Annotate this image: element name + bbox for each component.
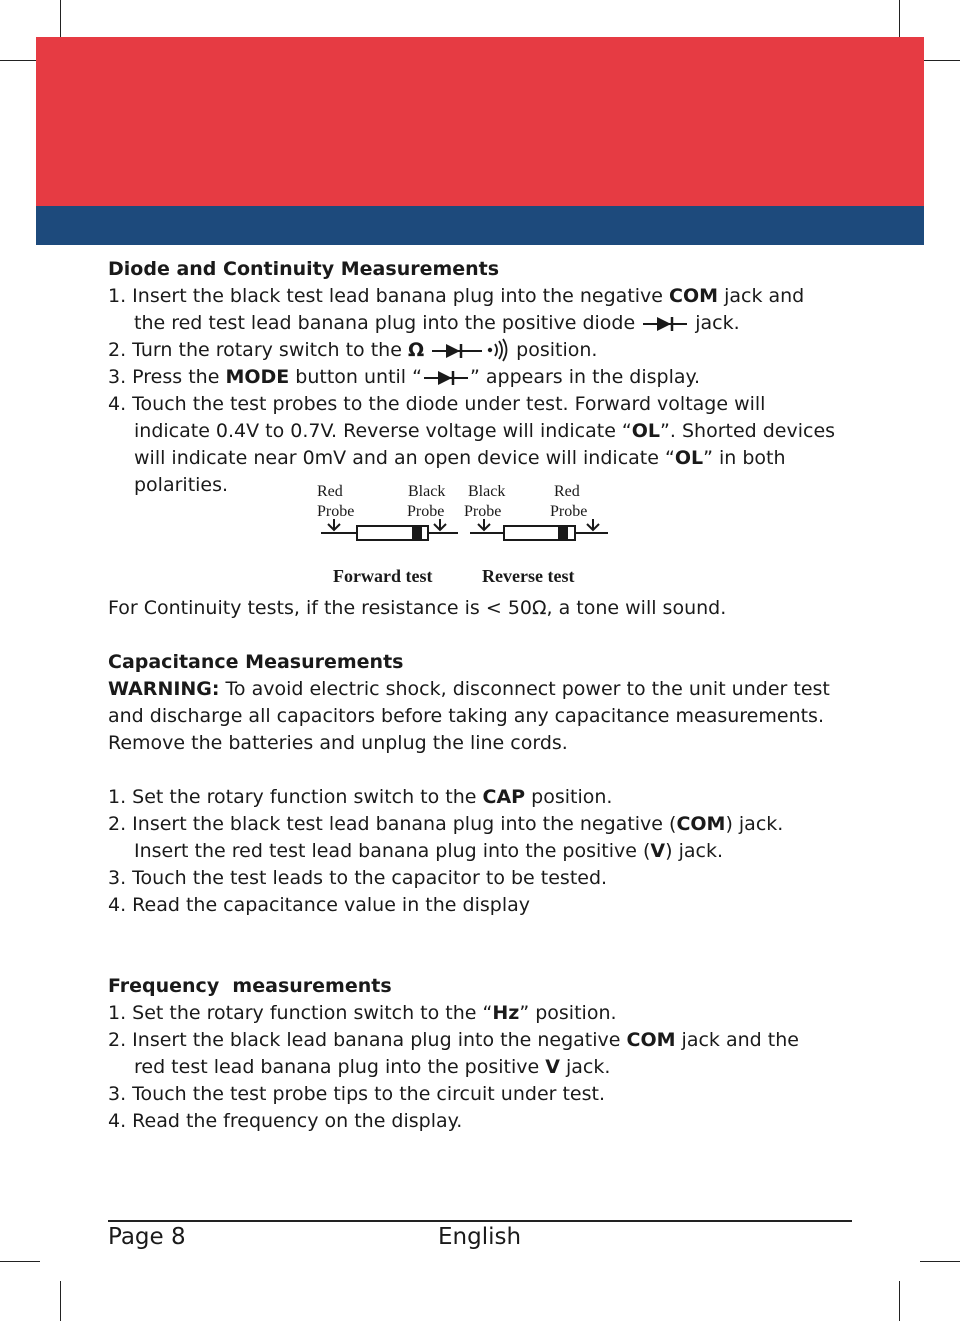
crop-mark <box>0 60 40 61</box>
crop-mark <box>0 1261 40 1262</box>
footer-divider <box>108 1220 852 1222</box>
diode-step-3: 3. Press the MODE button until “ ” appears in the display. <box>108 366 701 388</box>
diode-step-4-cont: polarities. <box>134 474 229 496</box>
probe-label: Probe <box>317 503 355 520</box>
crop-mark <box>920 1261 960 1262</box>
diode-icon <box>641 316 689 332</box>
diode-step-4: 4. Touch the test probes to the diode under test. Forward voltage will <box>108 393 766 415</box>
capacitance-step-3: 3. Touch the test leads to the capacitor to be tested. <box>108 867 608 889</box>
continuity-sound-icon <box>486 338 510 362</box>
capacitance-step-2: 2. Insert the black test lead banana plug into the negative (COM) jack. <box>108 813 784 835</box>
diode-test-diagram <box>108 482 868 590</box>
header-band-red <box>36 37 924 206</box>
page-content <box>108 256 868 1135</box>
probe-label: Red <box>554 483 580 500</box>
diode-icon <box>428 343 486 359</box>
diode-icon <box>422 370 470 386</box>
probe-label: Red <box>317 483 343 500</box>
diode-probe-drawing <box>108 519 868 564</box>
section-heading-frequency: Frequency measurements <box>108 975 392 997</box>
diode-step-4-cont: indicate 0.4V to 0.7V. Reverse voltage will indicate “OL”. Shorted devices <box>134 420 836 442</box>
frequency-step-4: 4. Read the frequency on the display. <box>108 1110 463 1132</box>
diode-step-1: 1. Insert the black test lead banana plug into the negative COM jack and <box>108 285 805 307</box>
probe-label: Black <box>408 483 446 500</box>
diode-step-2: 2. Turn the rotary switch to the Ω position. <box>108 339 598 361</box>
capacitance-warning-cont: Remove the batteries and unplug the line cords. <box>108 732 568 754</box>
crop-mark <box>60 0 61 40</box>
header-band-blue <box>36 206 924 245</box>
capacitance-step-1: 1. Set the rotary function switch to the CAP position. <box>108 786 613 808</box>
crop-mark <box>899 1281 900 1321</box>
diode-step-1-cont: the red test lead banana plug into the positive diode jack. <box>134 312 740 334</box>
section-heading-diode: Diode and Continuity Measurements <box>108 258 500 280</box>
probe-label: Probe <box>550 503 588 520</box>
capacitance-step-2-cont: Insert the red test lead banana plug into the positive (V) jack. <box>134 840 723 862</box>
frequency-step-1: 1. Set the rotary function switch to the “Hz” position. <box>108 1002 617 1024</box>
capacitance-step-4: 4. Read the capacitance value in the display <box>108 894 530 916</box>
page-number: Page 8 <box>108 1224 186 1250</box>
probe-label: Probe <box>407 503 445 520</box>
probe-label: Probe <box>464 503 502 520</box>
capacitance-warning: WARNING: To avoid electric shock, disconnect power to the unit under test <box>108 678 830 700</box>
capacitance-warning-cont: and discharge all capacitors before taking any capacitance measurements. <box>108 705 824 727</box>
reverse-test-label: Reverse test <box>482 566 575 586</box>
frequency-step-2: 2. Insert the black lead banana plug into the negative COM jack and the <box>108 1029 799 1051</box>
footer-language: English <box>438 1224 522 1250</box>
section-heading-capacitance: Capacitance Measurements <box>108 651 404 673</box>
crop-mark <box>60 1281 61 1321</box>
frequency-step-3: 3. Touch the test probe tips to the circuit under test. <box>108 1083 606 1105</box>
probe-label: Black <box>468 483 506 500</box>
crop-mark <box>920 60 960 61</box>
crop-mark <box>899 0 900 40</box>
frequency-step-2-cont: red test lead banana plug into the positive V jack. <box>134 1056 611 1078</box>
continuity-note: For Continuity tests, if the resistance is < 50Ω, a tone will sound. <box>108 597 727 619</box>
diode-step-4-cont: will indicate near 0mV and an open device will indicate “OL” in both <box>134 447 786 469</box>
forward-test-label: Forward test <box>333 566 433 586</box>
